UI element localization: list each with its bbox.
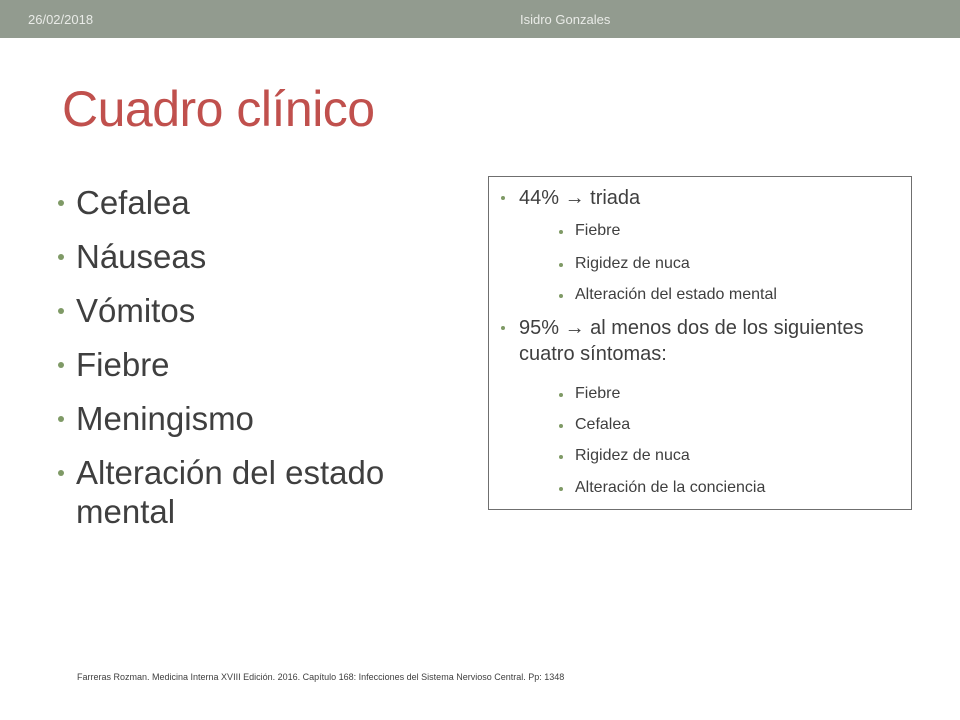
list-item: Alteración del estado mental <box>557 285 777 305</box>
group-four-symptoms-label: 95% → al menos dos de los siguientes cuatro síntomas: <box>499 315 909 367</box>
symptom-list <box>58 183 458 546</box>
list-item: Fiebre <box>557 221 620 241</box>
group-triad-label: 44% → triada <box>499 185 909 211</box>
list-item: Alteración del estado mental <box>58 453 458 531</box>
list-item: Rigidez de nuca <box>557 254 690 274</box>
list-item: Rigidez de nuca <box>557 446 690 466</box>
statistics-box <box>488 176 912 510</box>
list-item: Náuseas <box>58 237 458 276</box>
list-item: Fiebre <box>557 384 620 404</box>
citation: Farreras Rozman. Medicina Interna XVIII Edición. 2016. Capítulo 168: Infecciones del Sistema Nervioso Central. Pp: 1348 <box>77 672 565 682</box>
list-item: Meningismo <box>58 399 458 438</box>
slide-title: Cuadro clínico <box>62 81 375 137</box>
list-item: Cefalea <box>58 183 458 222</box>
list-item: Alteración de la conciencia <box>557 478 765 498</box>
list-item: Cefalea <box>557 415 630 435</box>
list-item: Fiebre <box>58 345 458 384</box>
header-author: Isidro Gonzales <box>520 12 611 27</box>
header-date: 26/02/2018 <box>28 12 94 27</box>
header-bar <box>0 0 960 38</box>
list-item: Vómitos <box>58 291 458 330</box>
